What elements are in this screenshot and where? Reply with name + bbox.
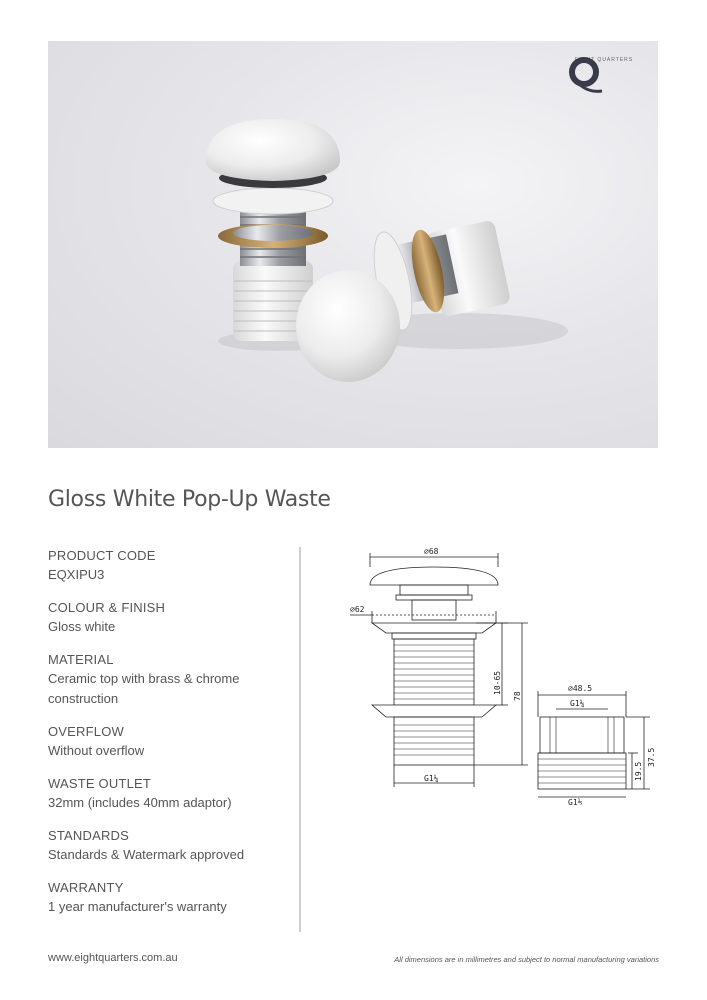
spec-label: PRODUCT CODE	[48, 548, 156, 563]
product-title: Gloss White Pop-Up Waste	[48, 487, 331, 512]
spec-material	[48, 651, 293, 709]
dim-adaptor-height: 37.5	[647, 747, 656, 767]
footer-disclaimer: All dimensions are in millimetres and subject to normal manufacturing variations	[394, 955, 659, 964]
spec-label: STANDARDS	[48, 828, 130, 843]
spec-value: Gloss white	[48, 619, 116, 634]
spec-label: COLOUR & FINISH	[48, 600, 166, 615]
brand-logo-mark-icon	[564, 55, 604, 97]
footer-website: www.eightquarters.com.au	[48, 952, 178, 964]
spec-warranty	[48, 879, 293, 917]
dim-total-height: 78	[513, 691, 522, 701]
spec-label: WARRANTY	[48, 880, 124, 895]
spec-label: OVERFLOW	[48, 724, 124, 739]
dim-thread-main: G1¼	[424, 774, 439, 783]
technical-drawing	[332, 545, 662, 810]
dim-adaptor-top-thread: G1¼	[570, 699, 585, 708]
brand-logo-name: EIGHT QUARTERS	[574, 57, 634, 63]
product-photo	[48, 41, 658, 448]
dim-adaptor-thread-height: 19.5	[634, 761, 643, 781]
vertical-divider	[299, 547, 301, 932]
spec-overflow	[48, 723, 293, 761]
dim-adaptor-bottom-thread: G1½	[568, 798, 583, 805]
spec-label: MATERIAL	[48, 652, 114, 667]
spec-value: 1 year manufacturer's warranty	[48, 899, 227, 914]
spec-value: Ceramic top with brass & chrome construction	[48, 671, 240, 706]
spec-value: EQXIPU3	[48, 567, 105, 582]
dim-height-range: 10-65	[493, 670, 502, 695]
spec-list	[48, 547, 293, 931]
spec-colour-finish	[48, 599, 293, 637]
spec-standards	[48, 827, 293, 865]
spec-label: WASTE OUTLET	[48, 776, 152, 791]
spec-value: Standards & Watermark approved	[48, 847, 245, 862]
waste-drawing	[350, 553, 528, 787]
spec-waste-outlet	[48, 775, 293, 813]
spec-value: Without overflow	[48, 743, 145, 758]
spec-product-code	[48, 547, 293, 585]
spec-value: 32mm (includes 40mm adaptor)	[48, 795, 232, 810]
brand-logo	[564, 55, 644, 63]
dim-adaptor-diameter: ⌀48.5	[568, 684, 593, 693]
dim-top-diameter: ⌀68	[424, 547, 439, 556]
lying-waste-graphic	[296, 220, 511, 382]
dim-flange-diameter: ⌀62	[350, 605, 365, 614]
